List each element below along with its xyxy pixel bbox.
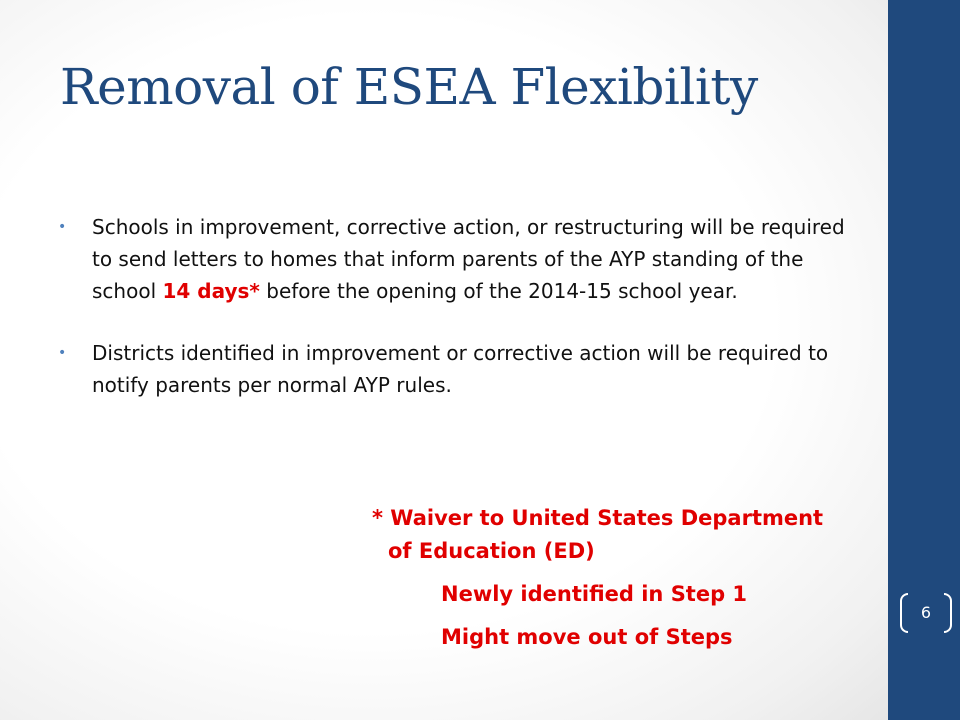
bullet-item-schools <box>58 211 852 307</box>
bullet-text-part: Schools in improvement, corrective action, or restructuring will be required to send letters to homes that inform parents of the AYP standing of the school <box>92 215 845 303</box>
page-number: 6 <box>920 603 932 622</box>
might-move-note: Might move out of Steps <box>441 625 733 649</box>
highlight-14-days: 14 days* <box>162 279 260 303</box>
waiver-note-line-2: of Education (ED) <box>388 539 595 563</box>
slide-title: Removal of ESEA Flexibility <box>60 58 758 116</box>
bullet-item-districts <box>58 337 852 401</box>
bullet-dot-icon: • <box>58 345 67 361</box>
newly-identified-note: Newly identified in Step 1 <box>441 582 748 606</box>
page-number-box <box>900 593 952 633</box>
bullet-text-part: before the opening of the 2014-15 school year. <box>259 279 738 303</box>
bullet-text: Districts identified in improvement or corrective action will be required to notify parents per normal AYP rules. <box>92 341 829 397</box>
bullet-dot-icon: • <box>58 219 67 235</box>
bullet-list <box>58 211 852 401</box>
waiver-note-line-1: * Waiver to United States Department <box>372 506 824 530</box>
